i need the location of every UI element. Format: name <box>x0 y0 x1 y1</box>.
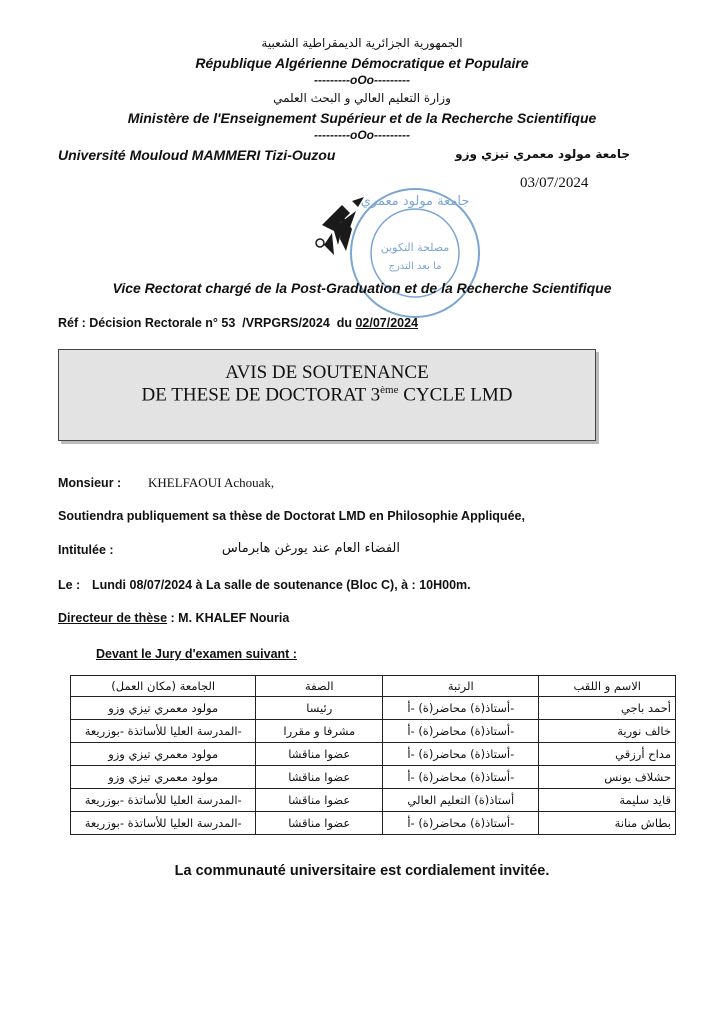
date-label: Le : <box>58 578 81 592</box>
thesis-title: الفضاء العام عند يورغن هابرماس <box>221 541 400 556</box>
cell-university: المدرسة العليا للأساتذة -بوزريعة- <box>71 812 256 835</box>
official-stamp <box>345 183 485 323</box>
director-name: : M. KHALEF Nouria <box>167 611 290 625</box>
reference-date: 02/07/2024 <box>355 316 419 330</box>
header-role: الصفة <box>256 676 383 697</box>
title-superscript: ème <box>380 384 399 396</box>
director-line <box>58 611 289 625</box>
stamp-line-2: ما بعد التدرج <box>388 261 442 272</box>
monsieur-label: Monsieur : <box>58 476 122 490</box>
table-row <box>71 789 676 812</box>
ministry-heading: Ministère de l'Enseignement Supérieur et de la Recherche Scientifique <box>127 110 597 126</box>
cell-grade: أستاذ(ة) محاضر(ة) -أ- <box>383 812 539 835</box>
defense-statement: Soutiendra publiquement sa thèse de Doctorat LMD en Philosophie Appliquée, <box>58 509 525 523</box>
university-name: Université Mouloud MAMMERI Tizi-Ouzou <box>58 147 336 163</box>
title-line-1: AVIS DE SOUTENANCE <box>225 362 429 383</box>
stamp-ring-text: جامعة مولود معمري <box>360 194 470 209</box>
cell-grade: أستاذ(ة) محاضر(ة) -أ- <box>383 697 539 720</box>
defense-notice-title-box <box>58 349 596 441</box>
cell-grade: أستاذ(ة) محاضر(ة) -أ- <box>383 766 539 789</box>
table-row <box>71 697 676 720</box>
arabic-ministry-heading: وزارة التعليم العالي و البحث العلمي <box>273 91 451 105</box>
cell-name: قايد سليمة <box>539 789 676 812</box>
header-university: الجامعة (مكان العمل) <box>71 676 256 697</box>
title-line-2 <box>59 384 595 406</box>
cell-role: عضوا مناقشا <box>256 789 383 812</box>
cell-grade: أستاذ(ة) محاضر(ة) -أ- <box>383 743 539 766</box>
cell-role: عضوا مناقشا <box>256 743 383 766</box>
jury-heading: Devant le Jury d'examen suivant : <box>96 647 297 661</box>
table-row <box>71 720 676 743</box>
title-line-2-suffix: CYCLE LMD <box>398 384 513 406</box>
director-label: Directeur de thèse <box>58 611 168 625</box>
cell-grade: أستاذ(ة) التعليم العالي <box>383 789 539 812</box>
cell-role: عضوا مناقشا <box>256 812 383 835</box>
cell-name: بطاش منانة <box>539 812 676 835</box>
cell-role: رئيسا <box>256 697 383 720</box>
cell-grade: أستاذ(ة) محاضر(ة) -أ- <box>383 720 539 743</box>
document-date: 03/07/2024 <box>520 175 589 191</box>
vice-rectorat-heading: Vice Rectorat chargé de la Post-Graduation et de la Recherche Scientifique <box>112 280 612 296</box>
header-name: الاسم و اللقب <box>539 676 676 697</box>
table-row <box>71 743 676 766</box>
table-row <box>71 812 676 835</box>
cell-university: المدرسة العليا للأساتذة -بوزريعة- <box>71 720 256 743</box>
reference-prefix: Réf : Décision Rectorale n° 53 /VRPGRS/2024 du <box>58 316 356 330</box>
title-line-2-prefix: DE THESE DE DOCTORAT 3 <box>141 384 381 406</box>
stamp-line-1: مصلحة التكوين <box>380 241 450 254</box>
republic-heading: République Algérienne Démocratique et Populaire <box>195 55 529 71</box>
cell-university: مولود معمري تيزي وزو <box>71 697 256 720</box>
defense-schedule: Lundi 08/07/2024 à La salle de soutenance (Bloc C), à : 10H00m. <box>92 578 471 592</box>
cell-role: مشرفا و مقررا <box>256 720 383 743</box>
cell-name: أحمد باجي <box>539 697 676 720</box>
reference-line <box>58 316 418 330</box>
cell-name: حشلاف يونس <box>539 766 676 789</box>
table-row <box>71 766 676 789</box>
arabic-republic-heading: الجمهورية الجزائرية الديمقراطية الشعبية <box>261 36 463 50</box>
cell-role: عضوا مناقشا <box>256 766 383 789</box>
invitation-text: La communauté universitaire est cordialement invitée. <box>174 863 550 879</box>
header-grade: الرتبة <box>383 676 539 697</box>
cell-university: مولود معمري تيزي وزو <box>71 766 256 789</box>
candidate-name: KHELFAOUI Achouak, <box>148 475 275 490</box>
title-label: Intitulée : <box>58 543 114 557</box>
arabic-university-name: جامعة مولود معمري تيزي وزو <box>455 147 630 161</box>
separator: ---------oOo--------- <box>314 128 410 142</box>
jury-table-header <box>71 676 676 697</box>
cell-name: مداح أرزقي <box>539 743 676 766</box>
jury-table <box>70 675 676 835</box>
cell-university: المدرسة العليا للأساتذة -بوزريعة- <box>71 789 256 812</box>
cell-university: مولود معمري تيزي وزو <box>71 743 256 766</box>
cell-name: خالف نورية <box>539 720 676 743</box>
separator: ---------oOo--------- <box>314 73 410 87</box>
